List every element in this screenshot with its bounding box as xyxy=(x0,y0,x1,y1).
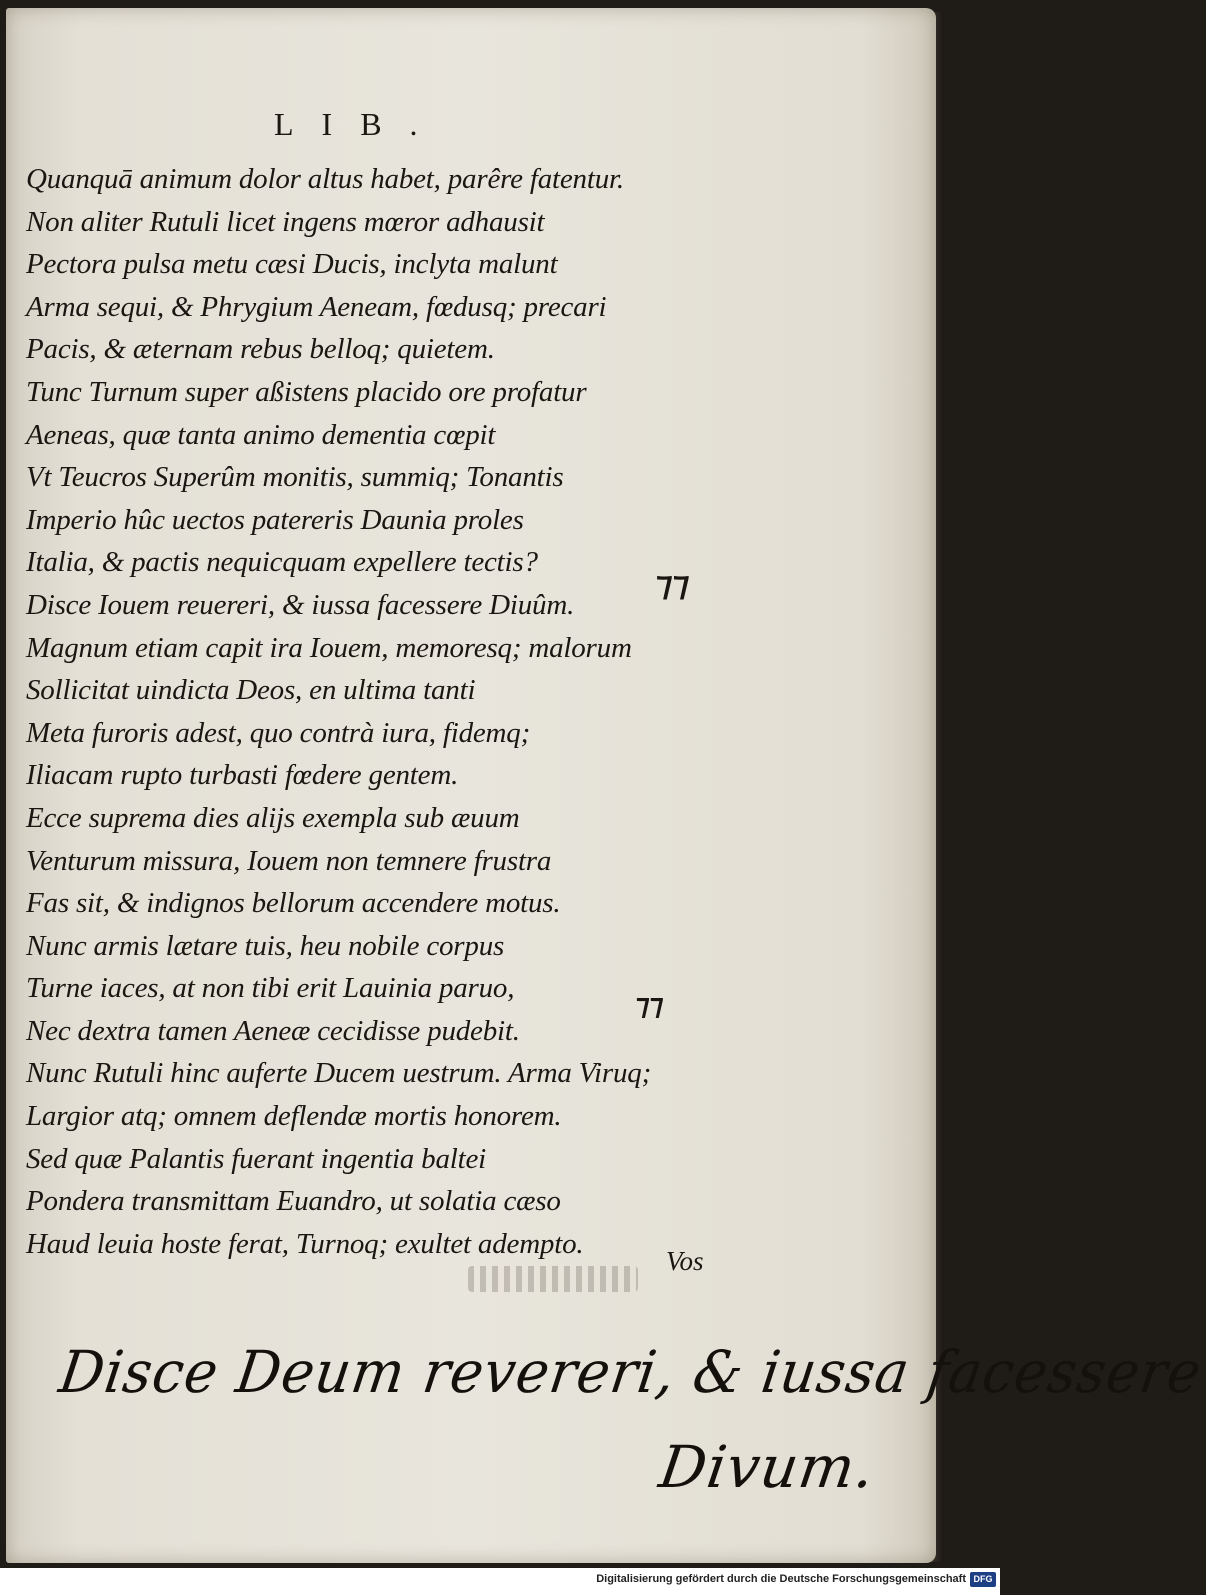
verse-line: Nunc armis lætare tuis, heu nobile corpus xyxy=(26,929,505,962)
verse-line: Disce Iouem reuereri, & iussa facessere Diuûm. xyxy=(26,588,575,621)
verse-line: Ecce suprema dies alijs exempla sub æuum xyxy=(26,801,520,834)
handwritten-annotation xyxy=(20,1328,1206,1518)
verse-line: Pacis, & æternam rebus belloq; quietem. xyxy=(26,333,495,366)
verse-line: Quanquā animum dolor altus habet, parêre fatentur. xyxy=(26,163,624,195)
verse-line: Arma sequi, & Phrygium Aeneam, fœdusq; precari xyxy=(26,290,607,323)
verse-line: Turne iaces, at non tibi erit Lauinia paruo, xyxy=(26,972,515,1005)
verse-line: Italia, & pactis nequicquam expellere tectis? xyxy=(26,546,538,579)
verse-line: Venturum missura, Iouem non temnere frustra xyxy=(26,844,552,877)
dfg-logo: DFG xyxy=(970,1572,996,1587)
verse-line: Aeneas, quæ tanta animo dementia cœpit xyxy=(26,418,496,451)
verse-line: Meta furoris adest, quo contrà iura, fidemq; xyxy=(26,716,531,749)
verse-line: Magnum etiam capit ira Iouem, memoresq; malorum xyxy=(26,631,632,664)
verse-line: Iliacam rupto turbasti fœdere gentem. xyxy=(26,759,459,792)
faded-ink-smudge xyxy=(468,1266,638,1292)
verse-text xyxy=(26,158,746,1265)
verse-line: Fas sit, & indignos bellorum accendere motus. xyxy=(26,887,561,920)
footer-credit: Digitalisierung gefördert durch die Deutsche Forschungsgemeinschaft xyxy=(596,1573,966,1585)
verse-line: Vt Teucros Superûm monitis, summiq; Tonantis xyxy=(26,461,564,494)
verse-line: Largior atq; omnem deflendæ mortis honorem. xyxy=(26,1100,562,1133)
verse-line: Non aliter Rutuli licet ingens mœror adhausit xyxy=(26,205,545,238)
verse-line: Pondera transmittam Euandro, ut solatia cæso xyxy=(26,1185,561,1218)
margin-quotation-mark: ⁊⁊ xyxy=(636,990,664,1021)
faded-library-stamp xyxy=(18,1248,188,1276)
verse-line: Imperio hûc uectos patereris Daunia proles xyxy=(26,503,524,536)
handwritten-line: Divum. xyxy=(655,1433,880,1501)
handwritten-line: Disce Deum revereri, & iussa facessere xyxy=(55,1338,1206,1406)
running-head: LIB. xyxy=(274,106,446,142)
verse-line: Sed quæ Palantis fuerant ingentia baltei xyxy=(26,1142,486,1175)
verse-line: Haud leuia hoste ferat, Turnoq; exultet adempto. xyxy=(26,1227,584,1260)
catchword: Vos xyxy=(666,1246,704,1276)
verse-line: Nunc Rutuli hinc auferte Ducem uestrum. Arma Viruq; xyxy=(26,1057,652,1090)
book-page xyxy=(6,8,1206,1563)
verse-line: Sollicitat uindicta Deos, en ultima tanti xyxy=(26,674,476,707)
digitization-footer xyxy=(0,1568,1000,1595)
verse-line: Nec dextra tamen Aeneæ cecidisse pudebit. xyxy=(26,1014,520,1047)
verse-line: Pectora pulsa metu cæsi Ducis, inclyta malunt xyxy=(26,248,558,281)
verse-line: Tunc Turnum super aßistens placido ore profatur xyxy=(26,375,587,408)
margin-quotation-mark: ⁊⁊ xyxy=(656,566,690,603)
